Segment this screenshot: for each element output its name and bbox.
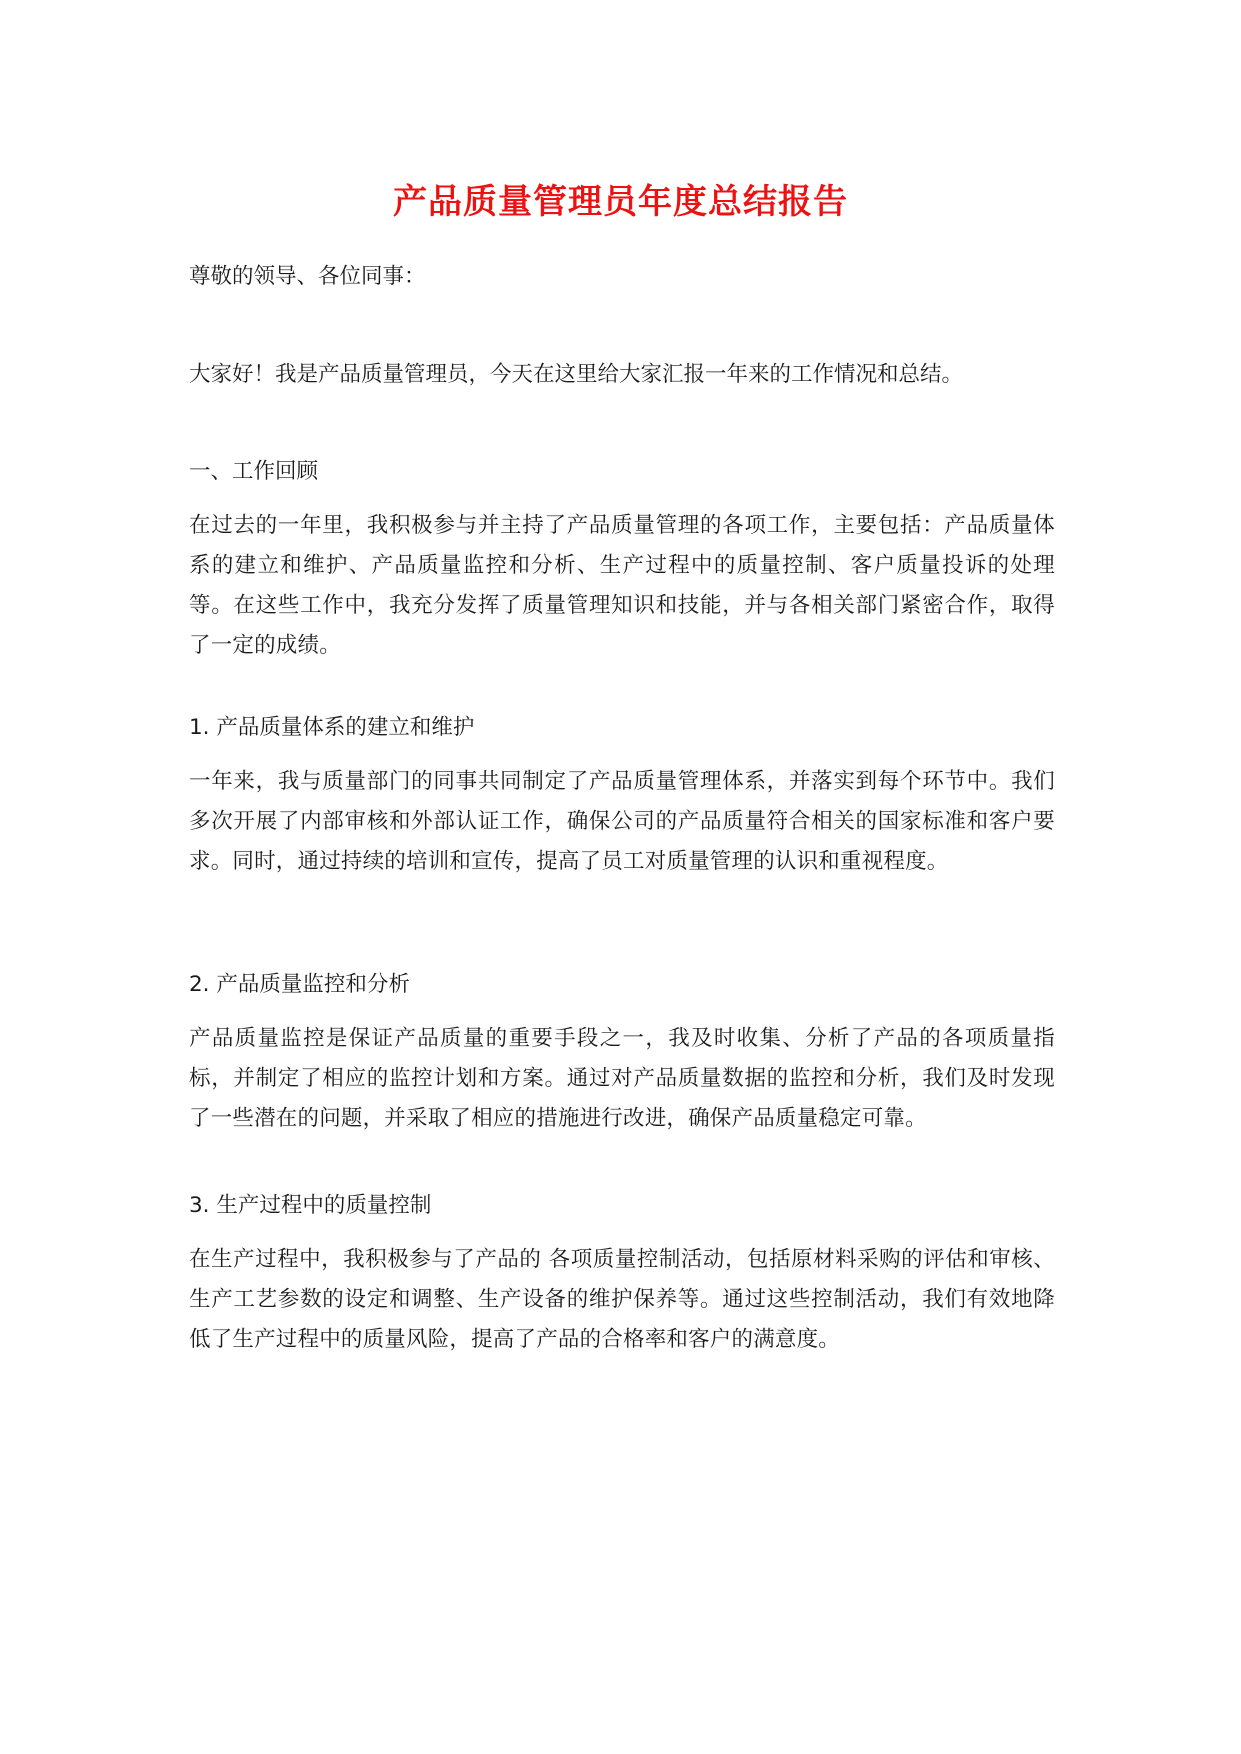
section-paragraph-work-review: 在过去的一年里，我积极参与并主持了产品质量管理的各项工作，主要包括：产品质量体系的建立和维护、产品质量监控和分析、生产过程中的质量控制、客户质量投诉的处理等。在这些工作中，我充分发挥了质量管理知识和技能，并与各相关部门紧密合作，取得了一定的成绩。 bbox=[189, 513, 1055, 658]
greeting: 尊敬的领导、各位同事： bbox=[189, 264, 426, 289]
item-paragraph-quality-monitoring: 产品质量监控是保证产品质量的重要手段之一，我及时收集、分析了产品的各项质量指标，并制定了相应的监控计划和方案。通过对产品质量数据的监控和分析，我们及时发现了一些潜在的问题，并采取了相应的措施进行改进，确保产品质量稳定可靠。 bbox=[189, 1026, 1055, 1131]
section-heading-work-review: 一、工作回顾 bbox=[189, 459, 319, 484]
intro-paragraph: 大家好！我是产品质量管理员，今天在这里给大家汇报一年来的工作情况和总结。 bbox=[189, 362, 964, 387]
item-heading-quality-system: 1. 产品质量体系的建立和维护 bbox=[189, 715, 475, 740]
document-title: 产品质量管理员年度总结报告 bbox=[393, 182, 848, 222]
item-paragraph-quality-system: 一年来，我与质量部门的同事共同制定了产品质量管理体系，并落实到每个环节中。我们多次开展了内部审核和外部认证工作，确保公司的产品质量符合相关的国家标准和客户要求。同时，通过持续的培训和宣传，提高了员工对质量管理的认识和重视程度。 bbox=[189, 769, 1055, 874]
item-paragraph-process-control: 在生产过程中，我积极参与了产品的 各项质量控制活动，包括原材料采购的评估和审核、生产工艺参数的设定和调整、生产设备的维护保养等。通过这些控制活动，我们有效地降低了生产过程中的质量风险，提高了产品的合格率和客户的满意度。 bbox=[189, 1247, 1055, 1352]
item-heading-quality-monitoring: 2. 产品质量监控和分析 bbox=[189, 972, 410, 997]
item-heading-process-control: 3. 生产过程中的质量控制 bbox=[189, 1193, 432, 1218]
